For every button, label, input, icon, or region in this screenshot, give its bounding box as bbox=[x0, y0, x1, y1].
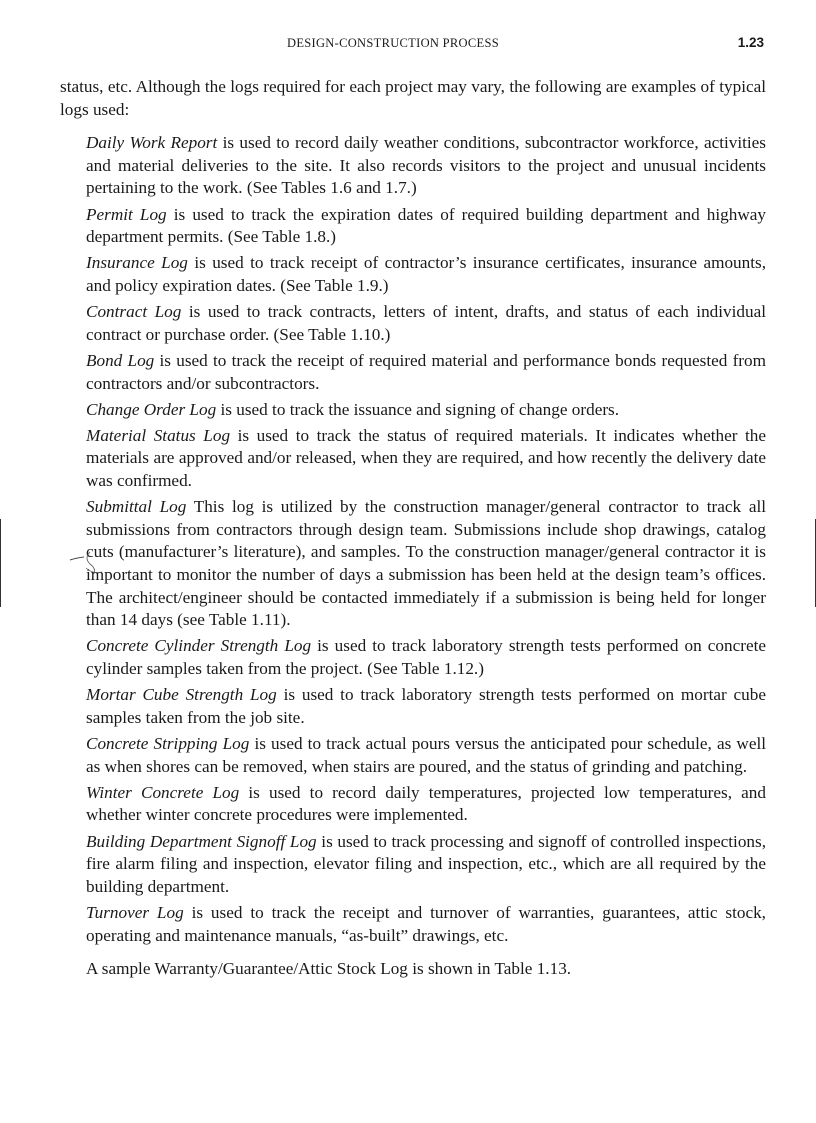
log-entry-contract-log bbox=[86, 301, 766, 346]
log-description: is used to track laboratory strength tests performed on mortar cube samples taken from the job site. bbox=[86, 685, 766, 727]
log-description: is used to track laboratory strength tests performed on concrete cylinder samples taken from the project. (See Table 1.12.) bbox=[86, 636, 766, 678]
log-entry-submittal-log bbox=[86, 496, 766, 632]
log-name: Mortar Cube Strength Log bbox=[86, 685, 277, 705]
log-entry-winter-concrete-log bbox=[86, 782, 766, 827]
body-text bbox=[60, 76, 766, 981]
log-name: Concrete Stripping Log bbox=[86, 733, 250, 753]
log-entry-material-status-log bbox=[86, 425, 766, 493]
log-name: Concrete Cylinder Strength Log bbox=[86, 636, 312, 656]
log-description: is used to track receipt of contractor’s insurance certificates, insurance amounts, and policy expiration dates. (See Table 1.9.) bbox=[86, 253, 766, 295]
running-title: DESIGN-CONSTRUCTION PROCESS bbox=[287, 36, 499, 50]
log-entry-daily-work-report bbox=[86, 132, 766, 200]
log-name: Permit Log bbox=[86, 204, 167, 224]
log-entry-building-department-signoff-log bbox=[86, 831, 766, 899]
log-description: is used to track actual pours versus the anticipated pour schedule, as well as when shores can be removed, when stairs are poured, and the status of grinding and patching. bbox=[86, 733, 766, 776]
log-entry-concrete-cylinder-strength-log bbox=[86, 635, 766, 680]
log-name: Change Order Log bbox=[86, 399, 217, 419]
log-name: Turnover Log bbox=[86, 902, 184, 922]
closing-paragraph: A sample Warranty/Guarantee/Attic Stock Log is shown in Table 1.13. bbox=[86, 959, 572, 979]
log-description: This log is utilized by the construction manager/general contractor to track all submissions from contractors through design team. Submissions include shop drawings, catalog cuts (manufacturer’s literature), and samples. To the construction manager/general contractor it is important to monitor the number of days a submission has been held at the design team’s offices. The architect/engineer should be contacted immediately if a submission is being held for longer than 14 days (see Table 1.11). bbox=[86, 497, 766, 630]
log-description: is used to track contracts, letters of intent, drafts, and status of each individual contract or purchase order. (See Table 1.10.) bbox=[86, 302, 766, 344]
log-description: is used to track the status of required materials. It indicates whether the materials are approved and/or released, when they are required, and how recently the delivery date was confirmed. bbox=[86, 425, 766, 491]
running-head bbox=[0, 36, 816, 54]
log-name: Material Status Log bbox=[86, 425, 231, 445]
log-entry-bond-log bbox=[86, 350, 766, 395]
log-entry-turnover-log bbox=[86, 902, 766, 947]
log-name: Bond Log bbox=[86, 350, 155, 370]
log-list bbox=[60, 132, 766, 947]
log-name: Contract Log bbox=[86, 302, 182, 322]
page-number: 1.23 bbox=[737, 35, 764, 50]
log-name: Building Department Signoff Log bbox=[86, 831, 317, 851]
log-description: is used to track the expiration dates of required building department and highway department permits. (See Table 1.8.) bbox=[86, 204, 766, 247]
log-entry-mortar-cube-strength-log bbox=[86, 684, 766, 729]
log-entry-concrete-stripping-log bbox=[86, 733, 766, 778]
log-name: Winter Concrete Log bbox=[86, 782, 240, 802]
log-entry-permit-log bbox=[86, 204, 766, 249]
log-description: is used to record daily temperatures, projected low temperatures, and whether winter concrete procedures were implemented. bbox=[86, 782, 766, 825]
log-name: Daily Work Report bbox=[86, 133, 218, 153]
pen-annotation-mark bbox=[68, 544, 112, 584]
log-description: is used to track the receipt of required material and performance bonds requested from contractors and/or subcontractors. bbox=[86, 350, 766, 393]
log-name: Submittal Log bbox=[86, 497, 187, 517]
log-entry-change-order-log bbox=[86, 399, 766, 422]
log-description: is used to track the issuance and signing of change orders. bbox=[216, 399, 620, 419]
log-entry-insurance-log bbox=[86, 252, 766, 297]
log-description: is used to record daily weather conditions, subcontractor workforce, activities and material deliveries to the site. It also records visitors to the project and unusual incidents pertaining to the work. (See Tables 1.6 and 1.7.) bbox=[86, 133, 766, 198]
log-description: is used to track the receipt and turnover of warranties, guarantees, attic stock, operating and maintenance manuals, “as-built” drawings, etc. bbox=[86, 902, 766, 945]
log-description: is used to track processing and signoff of controlled inspections, fire alarm filing and inspection, elevator filing and inspection, etc., which are all required by the building department. bbox=[86, 831, 767, 896]
log-name: Insurance Log bbox=[86, 253, 188, 273]
intro-paragraph: status, etc. Although the logs required for each project may vary, the following are examples of typical logs used: bbox=[60, 77, 766, 119]
left-margin-bar bbox=[0, 519, 1, 607]
